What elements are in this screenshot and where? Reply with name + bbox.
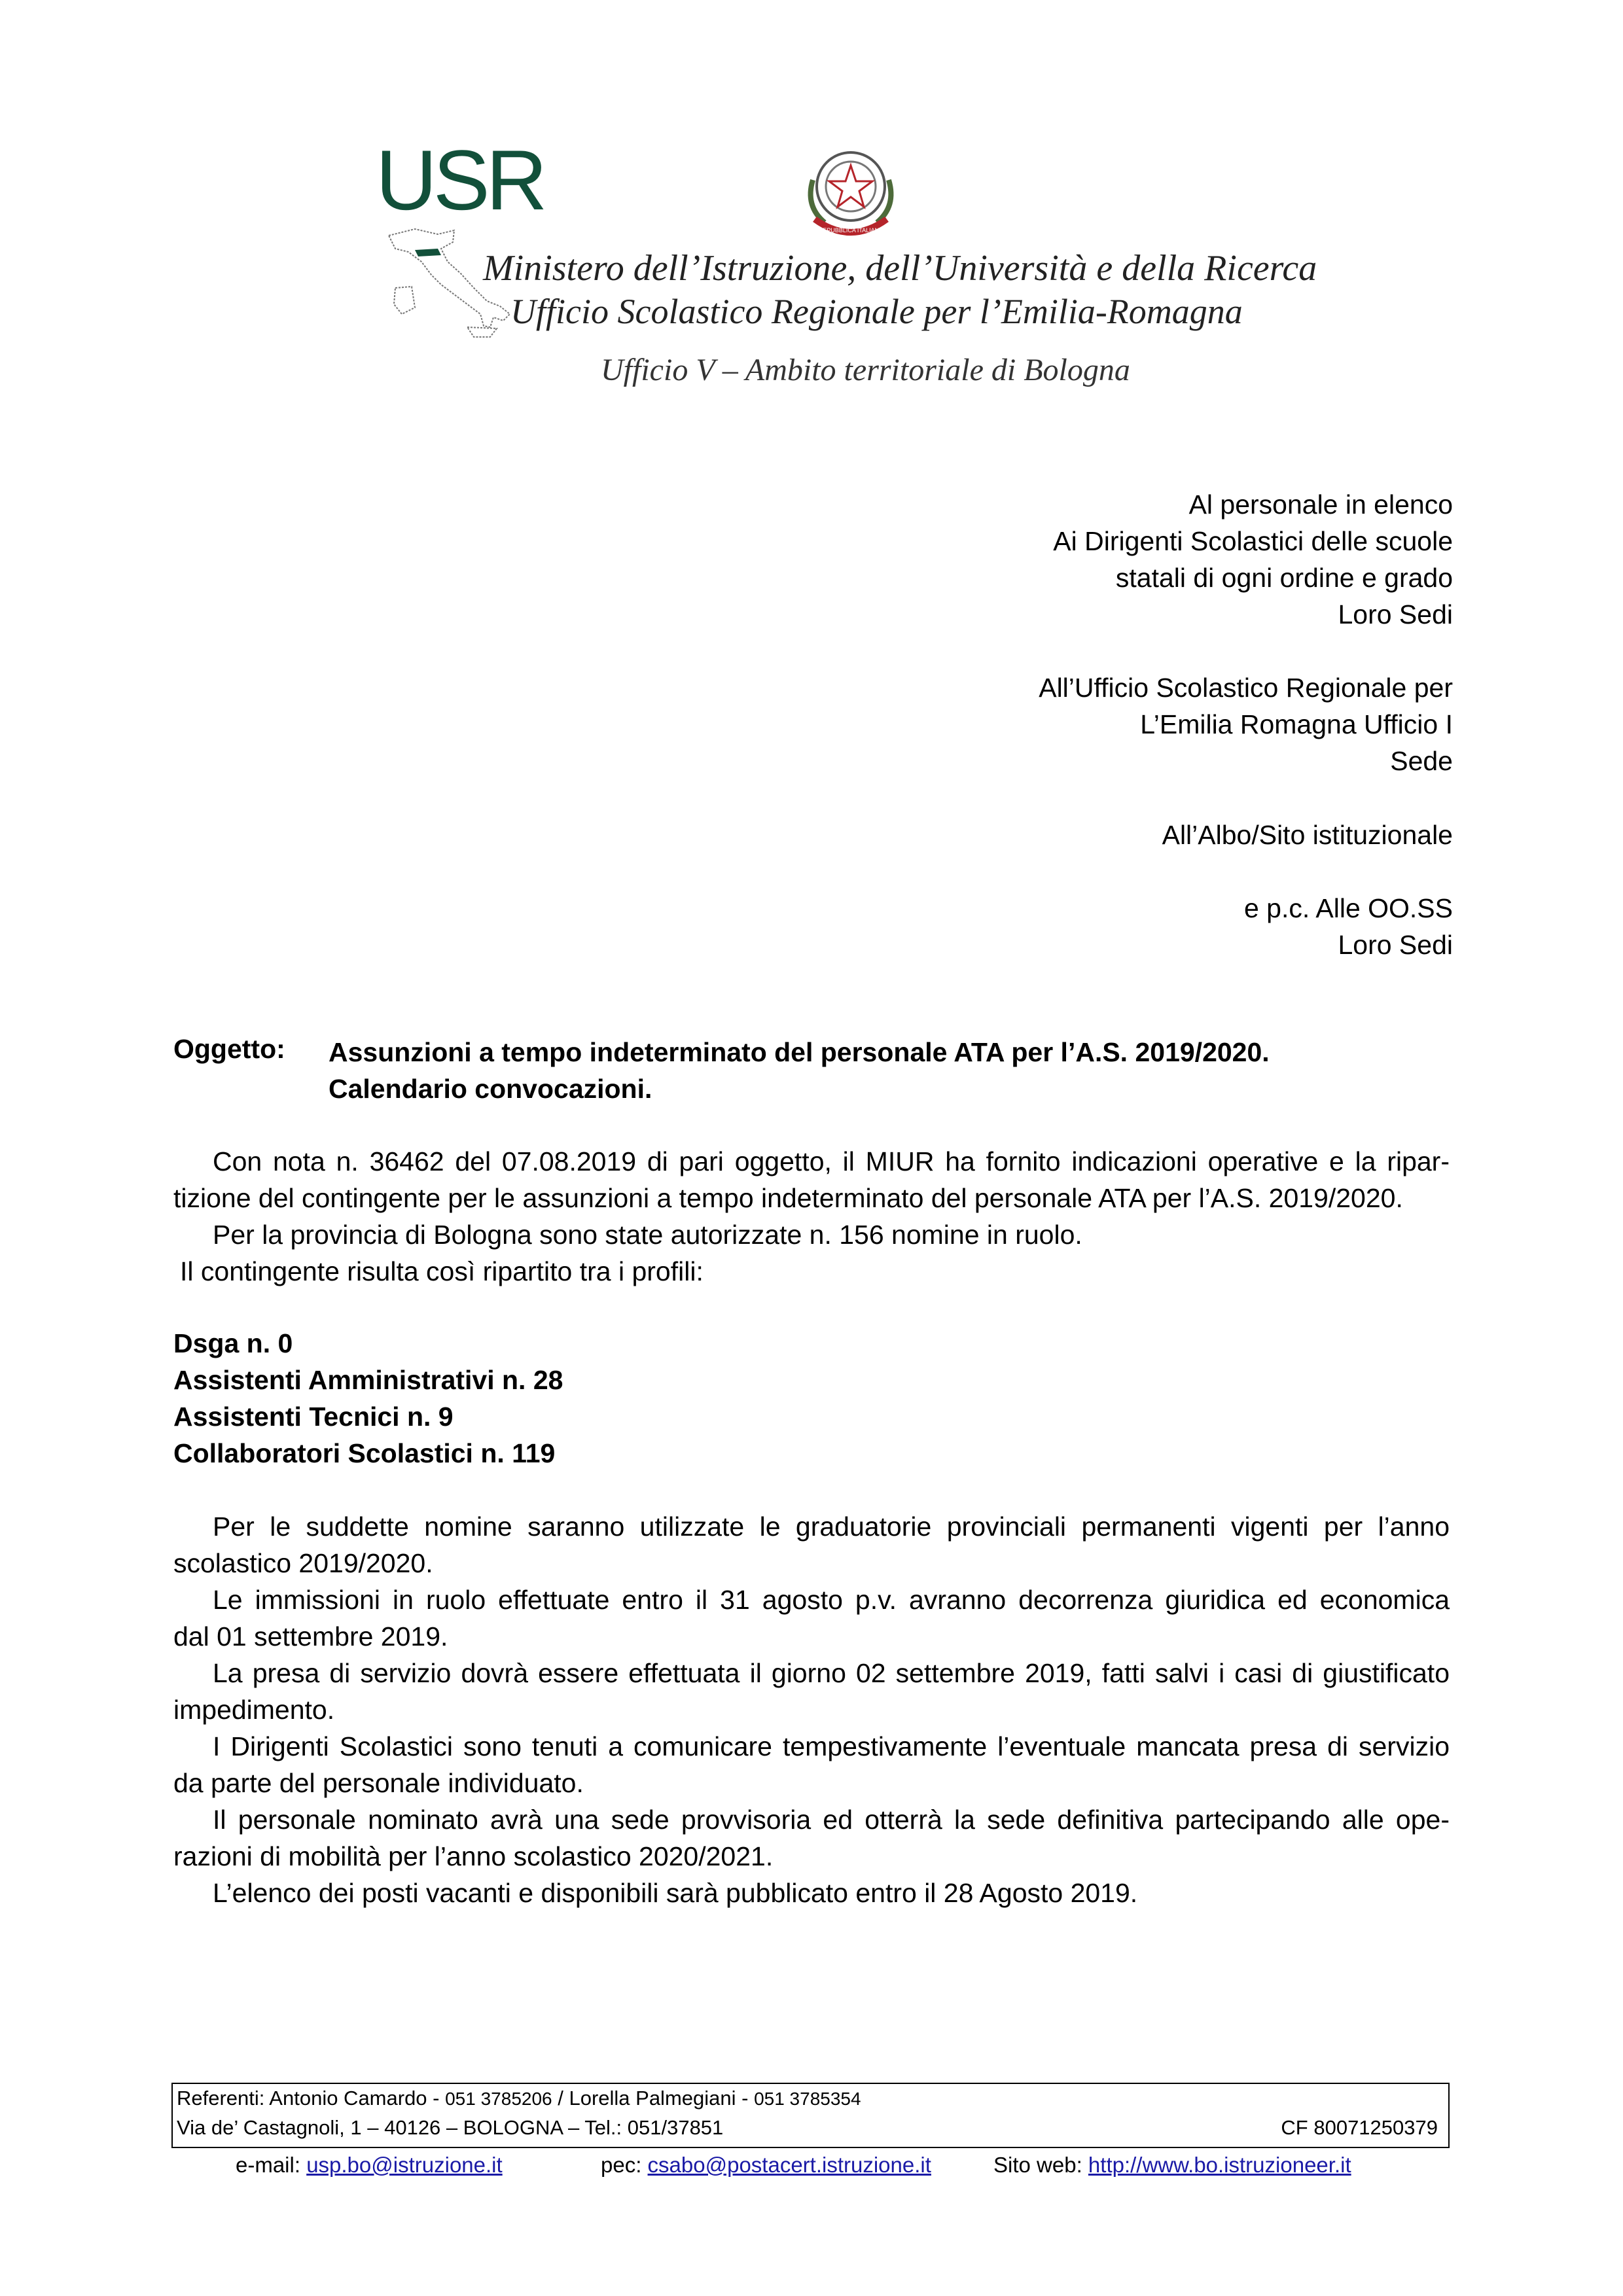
- intro-paragraph: [173, 1143, 1450, 1290]
- local-office-name: Ufficio V – Ambito territoriale di Bologna: [601, 353, 1130, 387]
- addressee-line: L’Emilia Romagna Ufficio I: [1140, 709, 1453, 739]
- emblem-ribbon-text: REPUBBLICA ITALIANA: [818, 227, 883, 234]
- body-line: dal 01 settembre 2019.: [173, 1621, 448, 1651]
- addressee-line: e p.c. Alle OO.SS: [1243, 893, 1453, 923]
- pec-label: pec:: [601, 2153, 648, 2177]
- body-line: Il personale nominato avrà una sede provvisoria ed otterrà la sede definitiva partecipando alle ope-: [213, 1805, 1450, 1835]
- ministry-name: Ministero dell’Istruzione, dell’Università e della Ricerca: [483, 248, 1317, 289]
- body-line: La presa di servizio dovrà essere effettuata il giorno 02 settembre 2019, fatti salvi i casi di giustificato: [213, 1658, 1450, 1688]
- subject-text: [329, 1034, 1270, 1107]
- addressee-line: Loro Sedi: [1338, 599, 1453, 629]
- footer-email: [236, 2153, 503, 2178]
- regional-office-name: Ufficio Scolastico Regionale per l’Emilia-Romagna: [510, 292, 1243, 331]
- footer-referents: [173, 2084, 1448, 2113]
- body-line: impedimento.: [173, 1695, 335, 1725]
- addressee-group-4: [1244, 890, 1453, 963]
- intro-line-1: Con nota n. 36462 del 07.08.2019 di pari oggetto, il MIUR ha fornito indicazioni operative e la ripar-: [213, 1146, 1450, 1176]
- italian-republic-emblem: [798, 141, 903, 249]
- phone-1: 051 3785206: [445, 2089, 552, 2109]
- addressee-line: Ai Dirigenti Scolastici delle scuole: [1053, 526, 1453, 556]
- addressee-line: Sede: [1390, 746, 1453, 776]
- website-link[interactable]: http://www.bo.istruzioneer.it: [1088, 2153, 1351, 2177]
- body-line: L’elenco dei posti vacanti e disponibili sarà pubblicato entro il 28 Agosto 2019.: [213, 1878, 1138, 1908]
- profile-item: Dsga n. 0: [173, 1328, 293, 1358]
- phone-2: 051 3785354: [754, 2089, 861, 2109]
- addressee-line: Loro Sedi: [1338, 930, 1453, 960]
- profile-item: Assistenti Amministrativi n. 28: [173, 1365, 563, 1395]
- body-paragraphs: [173, 1508, 1450, 1911]
- intro-line-2: tizione del contingente per le assunzioni a tempo indeterminato del personale ATA per l’A.S. 2019/2020.: [173, 1183, 1403, 1213]
- addressee-line: All’Ufficio Scolastico Regionale per: [1039, 673, 1453, 703]
- fiscal-code: CF 80071250379: [1281, 2116, 1438, 2139]
- intro-line-4: Il contingente risulta così ripartito tra i profili:: [180, 1256, 704, 1286]
- footer-address-row: [173, 2113, 1448, 2142]
- emblem-icon: [798, 141, 903, 249]
- website-label: Sito web:: [993, 2153, 1088, 2177]
- body-line: da parte del personale individuato.: [173, 1768, 584, 1798]
- usr-logo-letters: USR: [376, 132, 544, 228]
- subject-label: Oggetto:: [173, 1034, 285, 1064]
- referents-separator: / Lorella Palmegiani -: [552, 2087, 755, 2110]
- subject-line-2: Calendario convocazioni.: [329, 1074, 652, 1104]
- addressee-group-1: [1053, 486, 1453, 633]
- footer-contacts-box: [171, 2083, 1450, 2148]
- email-link[interactable]: usp.bo@istruzione.it: [306, 2153, 503, 2177]
- footer-address: Via de’ Castagnoli, 1 – 40126 – BOLOGNA – Tel.: 051/37851: [177, 2116, 724, 2139]
- intro-line-3: Per la provincia di Bologna sono state autorizzate n. 156 nomine in ruolo.: [213, 1220, 1082, 1250]
- addressee-line: Al personale in elenco: [1188, 489, 1453, 520]
- body-line: scolastico 2019/2020.: [173, 1548, 433, 1578]
- profiles-list: [173, 1325, 563, 1472]
- body-line: Per le suddette nomine saranno utilizzate le graduatorie provinciali permanenti vigenti per l’anno: [213, 1511, 1450, 1542]
- body-line: Le immissioni in ruolo effettuate entro il 31 agosto p.v. avranno decorrenza giuridica ed economica: [213, 1585, 1450, 1615]
- body-line: razioni di mobilità per l’anno scolastico 2020/2021.: [173, 1841, 774, 1871]
- body-line: I Dirigenti Scolastici sono tenuti a comunicare tempestivamente l’eventuale mancata presa di servizio: [213, 1731, 1450, 1761]
- footer-pec: [601, 2153, 931, 2178]
- addressee-line: All’Albo/Sito istituzionale: [1162, 820, 1453, 850]
- footer-website: [993, 2153, 1351, 2178]
- referents-label: Referenti: Antonio Camardo -: [177, 2087, 446, 2110]
- email-label: e-mail:: [236, 2153, 307, 2177]
- pec-link[interactable]: csabo@postacert.istruzione.it: [647, 2153, 931, 2177]
- subject-line-1: Assunzioni a tempo indeterminato del personale ATA per l’A.S. 2019/2020.: [329, 1037, 1270, 1067]
- addressee-line: statali di ogni ordine e grado: [1115, 563, 1453, 593]
- profile-item: Assistenti Tecnici n. 9: [173, 1402, 454, 1432]
- addressee-group-2: [1039, 669, 1453, 779]
- addressee-group-3: [1162, 817, 1453, 853]
- profile-item: Collaboratori Scolastici n. 119: [173, 1438, 556, 1468]
